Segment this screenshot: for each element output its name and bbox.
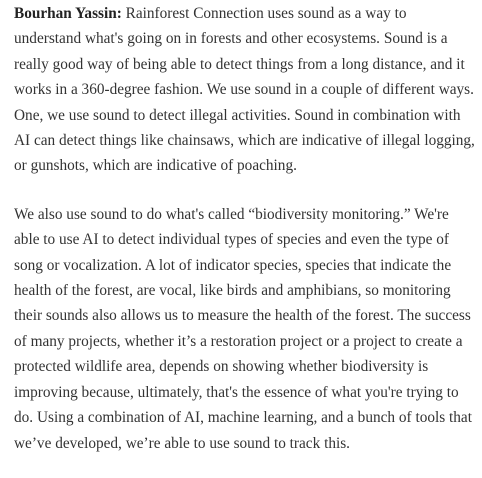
answer-paragraph-1 xyxy=(14,0,476,179)
speaker-name: Bourhan Yassin: xyxy=(14,5,122,22)
paragraph-1-text: Rainforest Connection uses sound as a way to understand what's going on in forests and other ecosystems. Sound is a really good way of being able to detect things from a long distance, and it works in a 360-degree fashion. We use sound in a couple of different ways. One, we use sound to detect illegal activities. Sound in combination with AI can detect things like chainsaws, which are indicative of illegal logging, or gunshots, which are indicative of poaching. xyxy=(14,5,475,175)
answer-paragraph-2: We also use sound to do what's called “biodiversity monitoring.” We're able to use AI to detect individual types of species and even the type of song or vocalization. A lot of indicator species, species that indicate the health of the forest, are vocal, like birds and amphibians, so monitoring their sounds also allows us to measure the health of the forest. The success of many projects, whether it’s a restoration project or a project to create a protected wildlife area, depends on showing whether biodiversity is improving because, ultimately, that's the essence of what you're trying to do. Using a combination of AI, machine learning, and a bunch of tools that we’ve developed, we’re able to use sound to track this. xyxy=(14,205,472,452)
interview-text xyxy=(14,0,476,456)
